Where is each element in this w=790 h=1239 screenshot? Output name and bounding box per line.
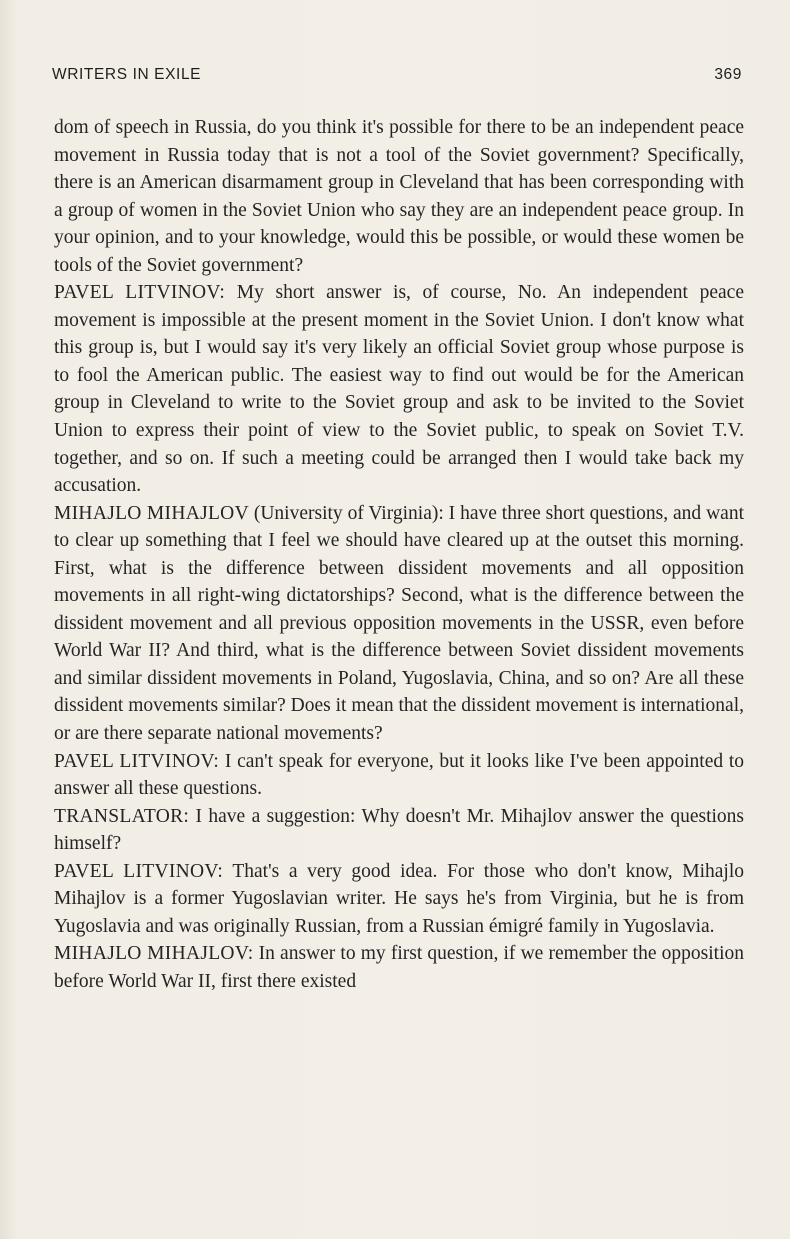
paragraph-text: dom of speech in Russia, do you think it's possible for there to be an independent peace movement in Russia today that is not a tool of the Soviet government? Specifically, there is an American disarmament group in Cleveland that has been corresponding with a group of women in the Soviet Union who say they are an independent peace group. In your opinion, and to your knowledge, would this be possible, or would these women be tools of the Soviet government? xyxy=(54,117,744,276)
page-number: 369 xyxy=(714,66,742,83)
paragraph-text: That's a very good idea. For those who don't know, Mihajlo Mihajlov is a former Yugoslavian writer. He says he's from Virginia, but he is from Yugoslavia and was originally Russian, from a Russian émigré family in Yugoslavia. xyxy=(54,860,744,937)
paragraph-mihajlov-2 xyxy=(54,940,744,995)
speaker-name: PAVEL LITVINOV: xyxy=(54,750,220,772)
speaker-name: MIHAJLO MIHAJLOV xyxy=(54,502,249,524)
paragraph-text: I can't speak for everyone, but it looks like I've been appointed to answer all these questions. xyxy=(54,750,744,800)
paragraph-mihajlov-1 xyxy=(54,500,744,748)
speaker-name: TRANSLATOR: xyxy=(54,805,190,827)
paragraph-continuation xyxy=(54,114,744,279)
running-title: WRITERS IN EXILE xyxy=(52,66,202,83)
paragraph-text: My short answer is, of course, No. An independent peace movement is impossible at the present moment in the Soviet Union. I don't know what this group is, but I would say it's very likely an official Soviet group whose purpose is to fool the American public. The easiest way to find out would be for the American group in Cleveland to write to the Soviet group and ask to be invited to the Soviet Union to express their point of view to the Soviet public, to speak on Soviet T.V. together, and so on. If such a meeting could be arranged then I would take back my accusation. xyxy=(54,282,744,497)
speaker-name: PAVEL LITVINOV: xyxy=(54,860,224,882)
paragraph-litvinov-2 xyxy=(54,748,744,803)
paragraph-text: I have a suggestion: Why doesn't Mr. Mihajlov answer the questions himself? xyxy=(54,805,744,855)
paragraph-translator xyxy=(54,803,744,858)
speaker-name: MIHAJLO MIHAJLOV: xyxy=(54,943,254,965)
paragraph-litvinov-3 xyxy=(54,858,744,941)
speaker-name: PAVEL LITVINOV: xyxy=(54,282,226,304)
paragraph-text: In answer to my first question, if we remember the opposition before World War II, first there existed xyxy=(54,943,745,992)
body-text xyxy=(54,114,744,996)
paragraph-litvinov-1 xyxy=(54,279,744,499)
running-head xyxy=(52,66,742,90)
paragraph-text: (University of Virginia): I have three short questions, and want to clear up something that I feel we should have cleared up at the outset this morning. First, what is the difference between dissident movements and all opposition movements in all right-wing dictatorships? Second, what is the difference between the dissident movement and all previous opposition movements in the USSR, even before World War II? And third, what is the difference between Soviet dissident movements and similar dissident movements in Poland, Yugoslavia, China, and so on? Are all these dissident movements similar? Does it mean that the dissident movement is international, or are there separate national movements? xyxy=(54,502,744,745)
